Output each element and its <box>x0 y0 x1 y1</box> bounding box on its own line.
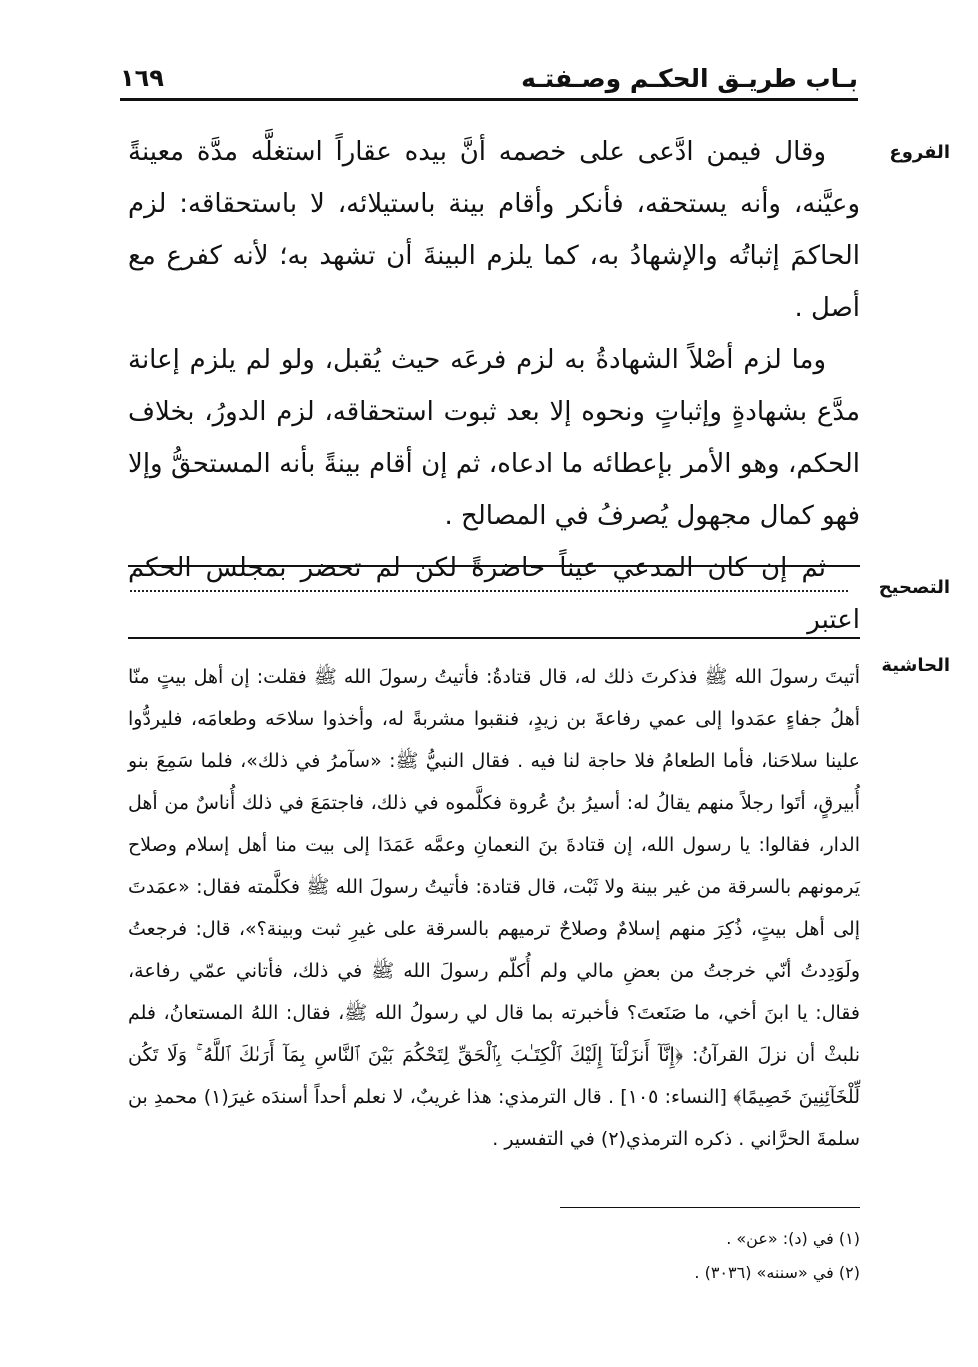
hashiya-commentary <box>128 656 860 1160</box>
side-label-furu: الفروع <box>889 142 950 163</box>
side-label-tashih: التصحيح <box>878 577 950 598</box>
main-paragraph: وما لزم أصْلاً الشهادةُ به لزم فرعَه حيث يُقبل، ولو لم يلزم إعانة مدَّع بشهادةٍ وإثباتٍ ونحوه إلا بعد ثبوت استحقاقه، لزم الدورُ، بخلاف الحكم، وهو الأمر بإعطائه ما ادعاه، ثم إن أقام بينةً بأنه المستحقُّ وإلا فهو كمال مجهول يُصرفُ في المصالح . <box>128 345 860 531</box>
side-label-hashiya: الحاشية <box>881 655 950 676</box>
footnotes <box>128 1222 860 1290</box>
running-header <box>120 58 858 101</box>
main-text <box>128 126 860 646</box>
hashiya-text: أتيتَ رسولَ الله ﷺ فذكرتَ ذلك له، قال قتادةُ: فأتيتُ رسولَ الله ﷺ فقلت: إن أهل بيتٍ منّا أهلُ جفاءٍ عمَدوا إلى عمي رفاعةَ بن زيدٍ، فنقبوا مشربةً له، وأخذوا سلاحَه وطعامَه، فليردُّوا علينا سلاحَنا، فأما الطعامُ فلا حاجة لنا فيه . فقال النبيُّ ﷺ: «سآمرُ في ذلك»، فلما سَمِعَ بنو أُبيرقٍ، أتَوا رجلاً منهم يقالُ له: أسيرُ بنُ عُروة فكلَّموه في ذلك، فاجتمَعَ في ذلك أُناسٌ من أهل الدار، فقالوا: يا رسول الله، إن قتادةَ بنَ النعمانِ وعمَّه عَمَدَا إلى بيت منا أهل إسلام وصلاح يَرمونهم بالسرقة من غير بينة ولا ثَبْت، قال قتادة: فأتيتُ رسولَ الله ﷺ فكلَّمته فقال: «عمَدتَ إلى أهل بيتٍ، ذُكِرَ منهم إسلامٌ وصلاحٌ ترميهم بالسرقة على غيرِ ثبت وبينة؟»، قال: فرجعتُ ولَوَدِدتُ أنّي خرجتُ من بعضِ مالي ولم أُكلّم رسولَ الله ﷺ في ذلك، فأتاني عمّي رفاعة، فقال: يا ابنَ أخي، ما صَنَعتَ؟ فأخبرته بما قال لي رسولُ الله ﷺ، فقال: اللهُ المستعانُ، فلم نلبثْ أن نزلَ القرآنُ: ﴿إِنَّآ أَنزَلْنَآ إِلَيْكَ ٱلْكِتَـٰبَ بِٱلْحَقِّ لِتَحْكُمَ بَيْنَ ٱلنَّاسِ بِمَآ أَرَىٰكَ ٱللَّهُ ۚ وَلَا تَكُن لِّلْخَآئِنِينَ خَصِيمًا﴾ [النساء: ١٠٥] . قال الترمذي: هذا غريبٌ، لا نعلم أحداً أسندَه غيرَ(١) محمدِ بن سلمةَ الحرَّاني . ذكره الترمذي(٢) في التفسير . <box>128 666 860 1150</box>
main-paragraph: ثم إن كان المدعي عيناً حاضرةً لكن لم تحضر بمجلس الحكم اعتبر <box>128 553 860 635</box>
footnote-separator <box>560 1207 860 1208</box>
footnote: (٢) في «سننه» (٣٠٣٦) . <box>694 1263 860 1282</box>
tashih-bottom-rule <box>128 637 860 639</box>
footnote: (١) في (د): «عن» . <box>726 1229 860 1248</box>
tashih-dotted-line <box>130 590 848 592</box>
chapter-title: بـاب طريـق الحكـم وصـفتـه <box>521 63 858 93</box>
tashih-top-rule <box>128 565 860 567</box>
page-number: ١٦٩ <box>120 64 164 92</box>
main-paragraph: وقال فيمن ادَّعى على خصمه أنَّ بيده عقاراً استغلَّه مدَّة معينةً وعيَّنه، وأنه يستحقه، فأنكر وأقام بينة باستيلائه، لا باستحقاقه: لزم الحاكمَ إثباتُه والإشهادُ به، كما يلزم البينةَ أن تشهد به؛ لأنه كفرع مع أصل . <box>128 137 860 323</box>
